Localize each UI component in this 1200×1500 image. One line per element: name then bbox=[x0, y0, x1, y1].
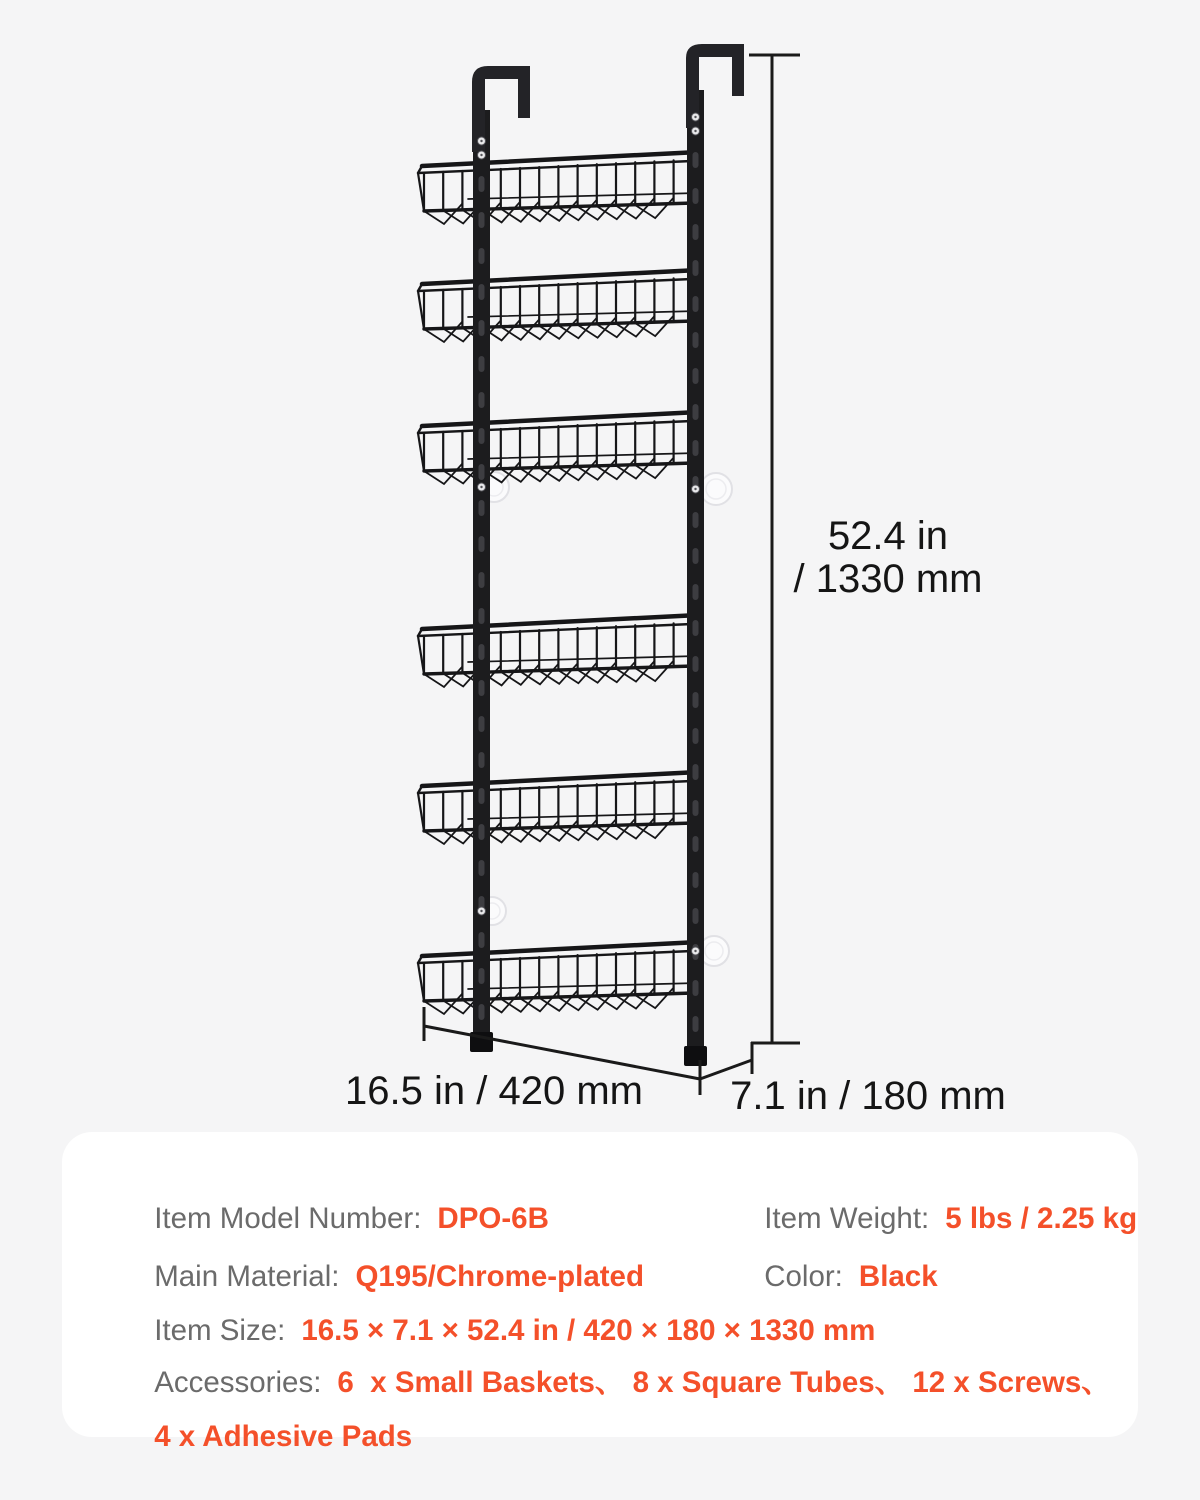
screw bbox=[478, 137, 486, 145]
spec-accessories-value-line2: 4 x Adhesive Pads bbox=[154, 1420, 413, 1453]
basket bbox=[418, 266, 699, 342]
height-dimension-label-in: 52.4 in bbox=[827, 514, 949, 558]
spec-model-label: Item Model Number: bbox=[154, 1202, 422, 1235]
spec-accessories-value: 6 x Small Baskets、 8 x Square Tubes、 12 x Screws、 bbox=[337, 1366, 1111, 1399]
spec-accessories-line2 bbox=[105, 1386, 412, 1488]
spec-panel bbox=[62, 1132, 1138, 1453]
spec-material-value: Q195/Chrome-plated bbox=[355, 1260, 644, 1293]
height-dimension-label-mm: / 1330 mm bbox=[793, 557, 983, 601]
screw bbox=[478, 151, 486, 159]
spec-size-label: Item Size: bbox=[154, 1314, 286, 1347]
basket bbox=[418, 611, 699, 687]
screw bbox=[692, 127, 700, 135]
width-dimension-label: 16.5 in / 420 mm bbox=[345, 1069, 643, 1113]
basket bbox=[418, 938, 699, 1014]
rail-right-foot bbox=[684, 1046, 707, 1066]
spec-color-value: Black bbox=[858, 1260, 938, 1293]
baskets bbox=[418, 148, 699, 1014]
spec-weight-value: 5 lbs / 2.25 kg bbox=[945, 1202, 1138, 1235]
basket bbox=[418, 408, 699, 484]
spec-accessories-label: Accessories: bbox=[154, 1366, 322, 1399]
suction-cup bbox=[700, 473, 732, 505]
spec-weight-label: Item Weight: bbox=[764, 1202, 930, 1235]
screw bbox=[478, 907, 486, 915]
basket bbox=[418, 768, 699, 844]
screw bbox=[692, 947, 700, 955]
spec-size-value: 16.5 × 7.1 × 52.4 in / 420 × 180 × 1330 mm bbox=[301, 1314, 876, 1347]
screw bbox=[692, 485, 700, 493]
spec-color-label: Color: bbox=[764, 1260, 843, 1293]
spec-material-label: Main Material: bbox=[154, 1260, 340, 1293]
screw bbox=[478, 483, 486, 491]
screw bbox=[692, 113, 700, 121]
spec-model-value: DPO-6B bbox=[437, 1202, 549, 1235]
depth-dimension-label: 7.1 in / 180 mm bbox=[730, 1074, 1006, 1118]
basket bbox=[418, 148, 699, 224]
